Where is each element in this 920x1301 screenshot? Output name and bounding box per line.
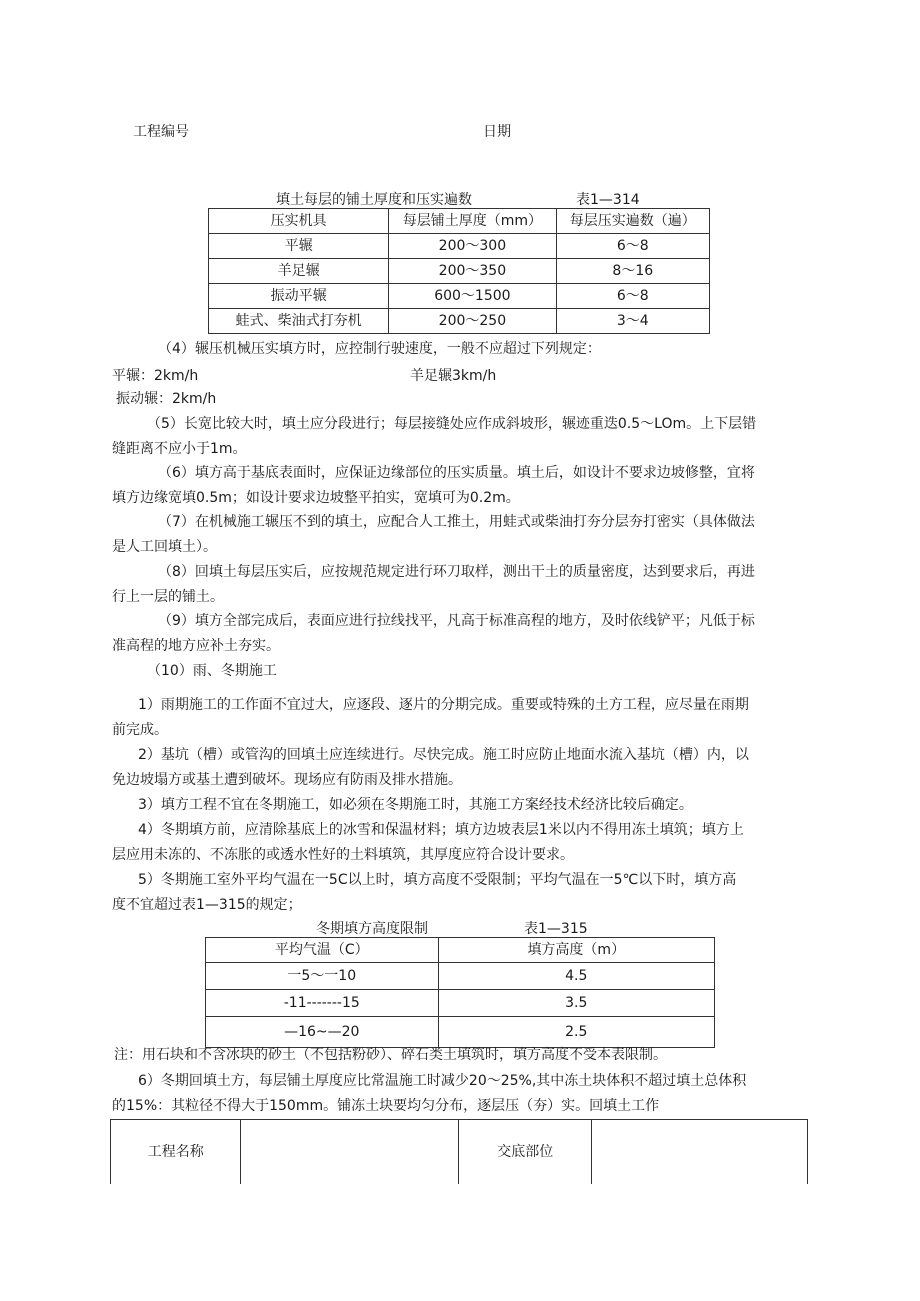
paragraph-7-line2: 是人工回填土）。 <box>112 539 217 555</box>
table-header-cell: 压实机具 <box>209 209 389 234</box>
paragraph-5-line1: （5）长宽比较大时，填土应分段进行；每层接缝处应作成斜坡形，辗迹重迭0.5～LOm。上下层错 <box>147 416 757 432</box>
paragraph-10: （10）雨、冬期施工 <box>147 663 277 679</box>
table-cell: 羊足辗 <box>209 259 389 284</box>
table-header-row <box>206 938 715 963</box>
table-row <box>209 259 710 284</box>
disclosure-part-label: 交底部位 <box>459 1120 591 1185</box>
table-row <box>209 284 710 309</box>
rain-item-2-line1: 2）基坑（槽）或管沟的回填土应连续进行。尽快完成。施工时应防止地面水流入基坑（槽）内，以 <box>138 747 749 763</box>
winter-item-3: 3）填方工程不宜在冬期施工，如必须在冬期施工时，其施工方案经技术经济比较后确定。 <box>138 797 693 813</box>
table-cell: 8～16 <box>556 259 709 284</box>
winter-fill-height-table <box>205 937 715 1048</box>
winter-item-5-line1: 5）冬期施工室外平均气温在一5C以上时，填方高度不受限制；平均气温在一5℃以下时，填方高 <box>138 872 737 888</box>
table-cell: —16~—20 <box>206 1017 439 1048</box>
winter-item-4-line1: 4）冬期填方前，应清除基底上的冰雪和保温材料；填方边坡表层1米以内不得用冻土填筑；填方上 <box>138 822 744 838</box>
speed-sheepsfoot-roller: 羊足辗3km∕h <box>410 368 497 384</box>
table-cell: 3.5 <box>438 990 714 1017</box>
table-row <box>206 990 715 1017</box>
paragraph-8-line2: 行上一层的铺土。 <box>112 589 224 605</box>
paragraph-9-line2: 准高程的地方应补土夯实。 <box>112 638 280 654</box>
table-cell: 6～8 <box>556 234 709 259</box>
paragraph-6-line1: （6）填方高于基底表面时，应保证边缘部位的压实质量。填土后，如设计不要求边坡修整，宜将 <box>158 465 755 481</box>
date-label: 日期 <box>483 124 511 140</box>
rain-item-1-line2: 前完成。 <box>112 722 168 738</box>
footer-info-table <box>110 1119 808 1184</box>
winter-item-6-line1: 6）冬期回填土方，每层铺土厚度应比常温施工时减少20～25%,其中冻土块体积不超过填土总体积 <box>138 1073 747 1089</box>
table-cell: 平辗 <box>209 234 389 259</box>
rain-item-2-line2: 免边坡塌方或基土遭到破坏。现场应有防雨及排水措施。 <box>112 772 462 788</box>
table-row <box>111 1120 808 1185</box>
table-row <box>206 963 715 990</box>
table-header-cell: 每层压实遍数（遍） <box>556 209 709 234</box>
paragraph-5-line2: 缝距离不应小于1m。 <box>112 441 247 457</box>
table-cell: 蛙式、柴油式打夯机 <box>209 309 389 334</box>
paragraph-4: （4）辗压机械压实填方时，应控制行驶速度，一般不应超过下列规定： <box>158 341 601 357</box>
table-row <box>209 309 710 334</box>
table-cell: 200～350 <box>389 259 556 284</box>
table-header-cell: 每层铺土厚度（mm） <box>389 209 556 234</box>
table2-title: 冬期填方高度限制 <box>316 921 428 937</box>
winter-item-6-line2: 的15%：其粒径不得大于150mm。铺冻土块要均匀分布，逐层压（夯）实。回填土工作 <box>112 1098 660 1114</box>
rain-item-1-line1: 1）雨期施工的工作面不宜过大，应逐段、逐片的分期完成。重要或特殊的土方工程，应尽量在雨期 <box>138 697 749 713</box>
speed-vibratory-roller: 振动辗：2km∕h <box>116 391 217 407</box>
table-cell: 4.5 <box>438 963 714 990</box>
project-number-label: 工程编号 <box>133 124 189 140</box>
project-name-label: 工程名称 <box>111 1120 241 1185</box>
table-header-cell: 平均气温（C） <box>206 938 439 963</box>
table-row <box>206 1017 715 1048</box>
table2-note: 注：用石块和不含冰块的砂土（不包括粉砂）、碎石类土填筑时，填方高度不受本表限制。 <box>114 1047 667 1063</box>
table-header-row <box>209 209 710 234</box>
winter-item-5-line2: 度不宜超过表1—315的规定； <box>112 897 302 913</box>
table1-title: 填土每层的铺土厚度和压实遍数 <box>276 192 472 208</box>
paragraph-8-line1: （8）回填土每层压实后，应按规范规定进行环刀取样，测出干土的质量密度，达到要求后，再进 <box>158 564 755 580</box>
disclosure-part-value[interactable] <box>591 1120 807 1185</box>
compaction-table <box>208 208 710 334</box>
table-cell: 振动平辗 <box>209 284 389 309</box>
table-cell: 600～1500 <box>389 284 556 309</box>
table-cell: -11-------15 <box>206 990 439 1017</box>
table-header-cell: 填方高度（m） <box>438 938 714 963</box>
table-cell: 一5～一10 <box>206 963 439 990</box>
paragraph-7-line1: （7）在机械施工辗压不到的填土，应配合人工推土，用蛙式或柴油打夯分层夯打密实（具体做法 <box>158 514 755 530</box>
table-cell: 200～300 <box>389 234 556 259</box>
table2-number: 表1—315 <box>524 921 588 937</box>
table-cell: 3～4 <box>556 309 709 334</box>
paragraph-6-line2: 填方边缘宽填0.5m；如设计要求边坡整平拍实，宽填可为0.2m。 <box>112 490 520 506</box>
speed-flat-roller: 平辗：2km∕h <box>112 368 199 384</box>
table1-number: 表1—314 <box>576 192 640 208</box>
paragraph-9-line1: （9）填方全部完成后，表面应进行拉线找平，凡高于标准高程的地方，及时依线铲平；凡低于标 <box>158 613 755 629</box>
table-cell: 200～250 <box>389 309 556 334</box>
project-name-value[interactable] <box>241 1120 459 1185</box>
winter-item-4-line2: 层应用未冻的、不冻胀的或透水性好的土料填筑，其厚度应符合设计要求。 <box>112 847 574 863</box>
table-cell: 2.5 <box>438 1017 714 1048</box>
table-cell: 6～8 <box>556 284 709 309</box>
table-row <box>209 234 710 259</box>
